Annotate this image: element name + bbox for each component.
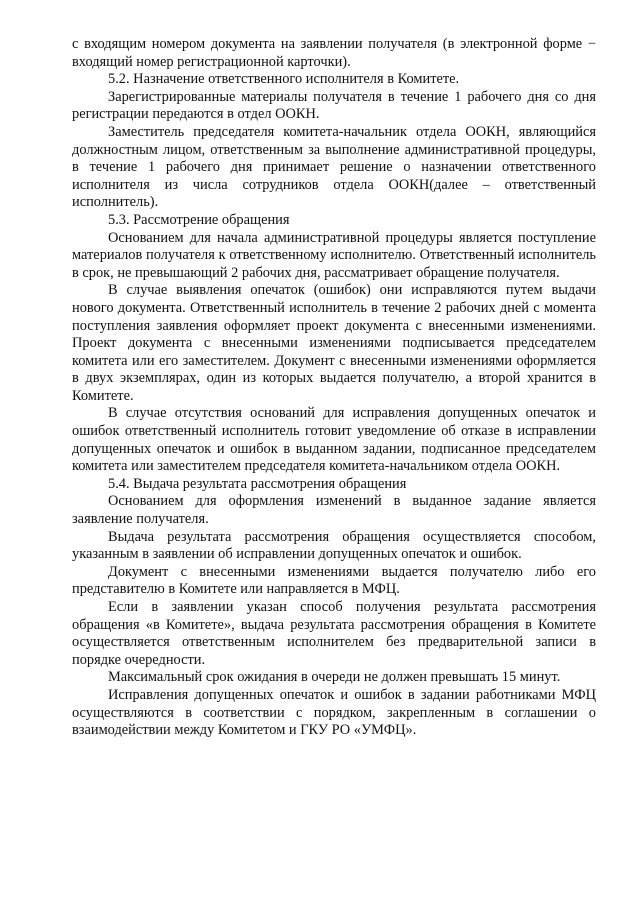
section-heading-5-4: 5.4. Выдача результата рассмотрения обращения bbox=[108, 475, 407, 492]
paragraph: Выдача результата рассмотрения обращения осуществляется способом, указанным в заявлении об исправлении допущенных опечаток и ошибок. bbox=[72, 528, 596, 563]
section-heading-5-3: 5.3. Рассмотрение обращения bbox=[108, 211, 290, 228]
paragraph: Зарегистрированные материалы получателя в течение 1 рабочего дня со дня регистрации передаются в отдел ООКН. bbox=[72, 88, 596, 123]
paragraph: Максимальный срок ожидания в очереди не должен превышать 15 минут. bbox=[108, 669, 561, 686]
paragraph: Если в заявлении указан способ получения результата рассмотрения обращения «в Комитете», выдача результата рассмотрения обращения в Комитете осуществляется ответственным исполнителем без предварительной записи в порядке очередности. bbox=[72, 599, 596, 668]
paragraph: Документ с внесенными изменениями выдается получателю либо его представителю в Комитете или направляется в МФЦ. bbox=[72, 563, 596, 598]
document-page bbox=[72, 36, 596, 740]
paragraph-continuation: с входящим номером документа на заявлении получателя (в электронной форме − входящий номер регистрационной карточки). bbox=[72, 36, 596, 70]
paragraph: В случае выявления опечаток (ошибок) они исправляются путем выдачи нового документа. Ответственный исполнитель в течение 2 рабочих дней с момента поступления заявления оформляет проект документа с внесенными изменениями. Проект документа с внесенными изменениями подписывается председателем комитета или его заместителем. Документ с внесенными изменениями оформляется в двух экземплярах, один из которых выдается получателю, а второй хранится в Комитете. bbox=[72, 282, 596, 404]
section-heading-5-2: 5.2. Назначение ответственного исполнителя в Комитете. bbox=[108, 71, 460, 88]
paragraph: Основанием для оформления изменений в выданное задание является заявление получателя. bbox=[72, 493, 596, 528]
paragraph: Основанием для начала административной процедуры является поступление материалов получателя к ответственному исполнителю. Ответственный исполнитель в срок, не превышающий 2 рабочих дня, рассматривает обращение получателя. bbox=[72, 229, 596, 281]
paragraph: Исправления допущенных опечаток и ошибок в задании работниками МФЦ осуществляются в соответствии с порядком, закрепленным в соглашении о взаимодействии между Комитетом и ГКУ РО «УМФЦ». bbox=[72, 686, 596, 739]
paragraph: Заместитель председателя комитета-начальник отдела ООКН, являющийся должностным лицом, ответственным за выполнение административной процедуры, в течение 1 рабочего дня принимает решение о назначении ответственного исполнителя из числа сотрудников отдела ООКН(далее – ответственный исполнитель). bbox=[72, 123, 596, 211]
paragraph: В случае отсутствия оснований для исправления допущенных опечаток и ошибок ответственный исполнитель готовит уведомление об отказе в исправлении допущенных опечаток и ошибок в выданном задании, подписанное председателем комитета или заместителем председателя комитета-начальником отдела ООКН. bbox=[72, 405, 596, 475]
